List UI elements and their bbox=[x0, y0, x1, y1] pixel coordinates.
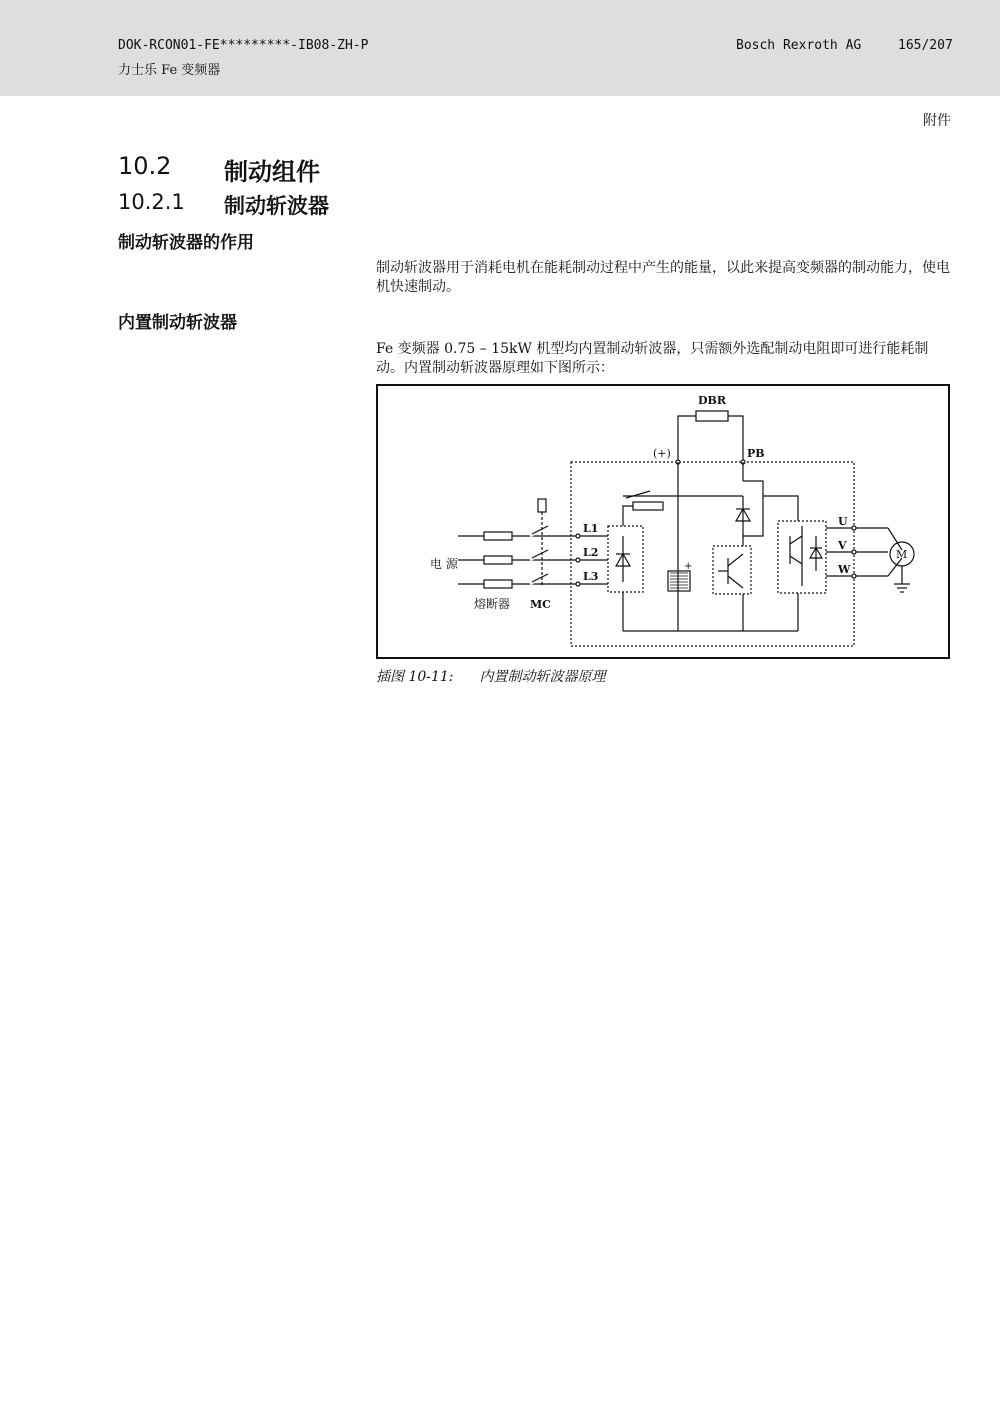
label-pb-terminal: PB bbox=[747, 447, 765, 460]
precharge-contact bbox=[626, 491, 650, 498]
page-header bbox=[0, 0, 1000, 96]
label-l2: L2 bbox=[583, 546, 599, 559]
label-power-source: 电 源 bbox=[430, 557, 458, 571]
terminal-l1 bbox=[576, 534, 580, 538]
label-fuse: 熔断器 bbox=[474, 597, 511, 611]
label-mc: MC bbox=[530, 598, 551, 611]
inverter-igbt-emitter bbox=[790, 556, 802, 564]
label-v: V bbox=[838, 539, 847, 552]
precharge-wire bbox=[623, 506, 633, 526]
capacitor-plus-label: + bbox=[684, 561, 693, 572]
inverter-top-wire bbox=[763, 496, 798, 521]
inverter-igbt-collector bbox=[790, 536, 802, 544]
circuit-schematic bbox=[378, 386, 948, 657]
paragraph-purpose: 制动斩波器用于消耗电机在能耗制动过程中产生的能量，以此来提高变频器的制动能力，使电机快速制动。 bbox=[376, 260, 950, 295]
page-number: 165/207 bbox=[898, 38, 953, 53]
side-heading-purpose: 制动斩波器的作用 bbox=[118, 233, 254, 253]
paragraph-builtin: Fe 变频器 0.75 – 15kW 机型均内置制动斩波器，只需额外选配制动电阻即可进行能耗制动。内置制动斩波器原理如下图所示： bbox=[376, 341, 929, 376]
dbr-wire-left bbox=[678, 416, 696, 462]
label-plus-terminal: (+) bbox=[653, 447, 671, 460]
terminal-l2 bbox=[576, 558, 580, 562]
terminal-v bbox=[852, 550, 856, 554]
label-l1: L1 bbox=[583, 522, 599, 535]
motor-label: M bbox=[896, 548, 908, 561]
label-l3: L3 bbox=[583, 570, 599, 583]
motor-lead-u bbox=[888, 528, 902, 550]
heading1-number: 10.2 bbox=[118, 152, 172, 180]
brake-igbt-collector bbox=[728, 554, 743, 566]
company-name: Bosch Rexroth AG bbox=[736, 38, 862, 53]
document-subtitle: 力士乐 Fe 变频器 bbox=[118, 63, 221, 78]
capacitor-hatch bbox=[670, 573, 688, 588]
heading2-number: 10.2.1 bbox=[118, 190, 185, 214]
heading2-title: 制动斩波器 bbox=[224, 194, 329, 218]
contactor-l1 bbox=[532, 526, 548, 534]
figure-caption bbox=[376, 666, 606, 686]
contactor-l2 bbox=[532, 550, 548, 558]
side-heading-builtin: 内置制动斩波器 bbox=[118, 313, 237, 333]
caption-label: 插图 10-11: bbox=[376, 669, 454, 685]
brake-igbt-block bbox=[713, 546, 751, 594]
brake-chopper-diagram bbox=[376, 384, 950, 659]
heading1-title: 制动组件 bbox=[224, 158, 320, 186]
label-dbr: DBR bbox=[698, 394, 726, 407]
fuse-l2 bbox=[484, 556, 512, 564]
terminal-l3 bbox=[576, 582, 580, 586]
brake-igbt-emitter bbox=[728, 576, 743, 588]
fuse-l3 bbox=[484, 580, 512, 588]
label-u: U bbox=[838, 515, 848, 528]
contactor-l3 bbox=[532, 574, 548, 582]
terminal-u bbox=[852, 526, 856, 530]
caption-title: 内置制动斩波器原理 bbox=[479, 669, 606, 685]
fuse-l1 bbox=[484, 532, 512, 540]
contactor-coil bbox=[538, 499, 546, 512]
label-w: W bbox=[838, 563, 851, 576]
dbr-resistor bbox=[696, 411, 728, 421]
precharge-resistor bbox=[633, 502, 663, 510]
section-tag: 附件 bbox=[923, 113, 951, 129]
document-code: DOK-RCON01-FE*********-IB08-ZH-P bbox=[118, 38, 369, 53]
dbr-wire-right bbox=[728, 416, 743, 462]
terminal-w bbox=[852, 574, 856, 578]
